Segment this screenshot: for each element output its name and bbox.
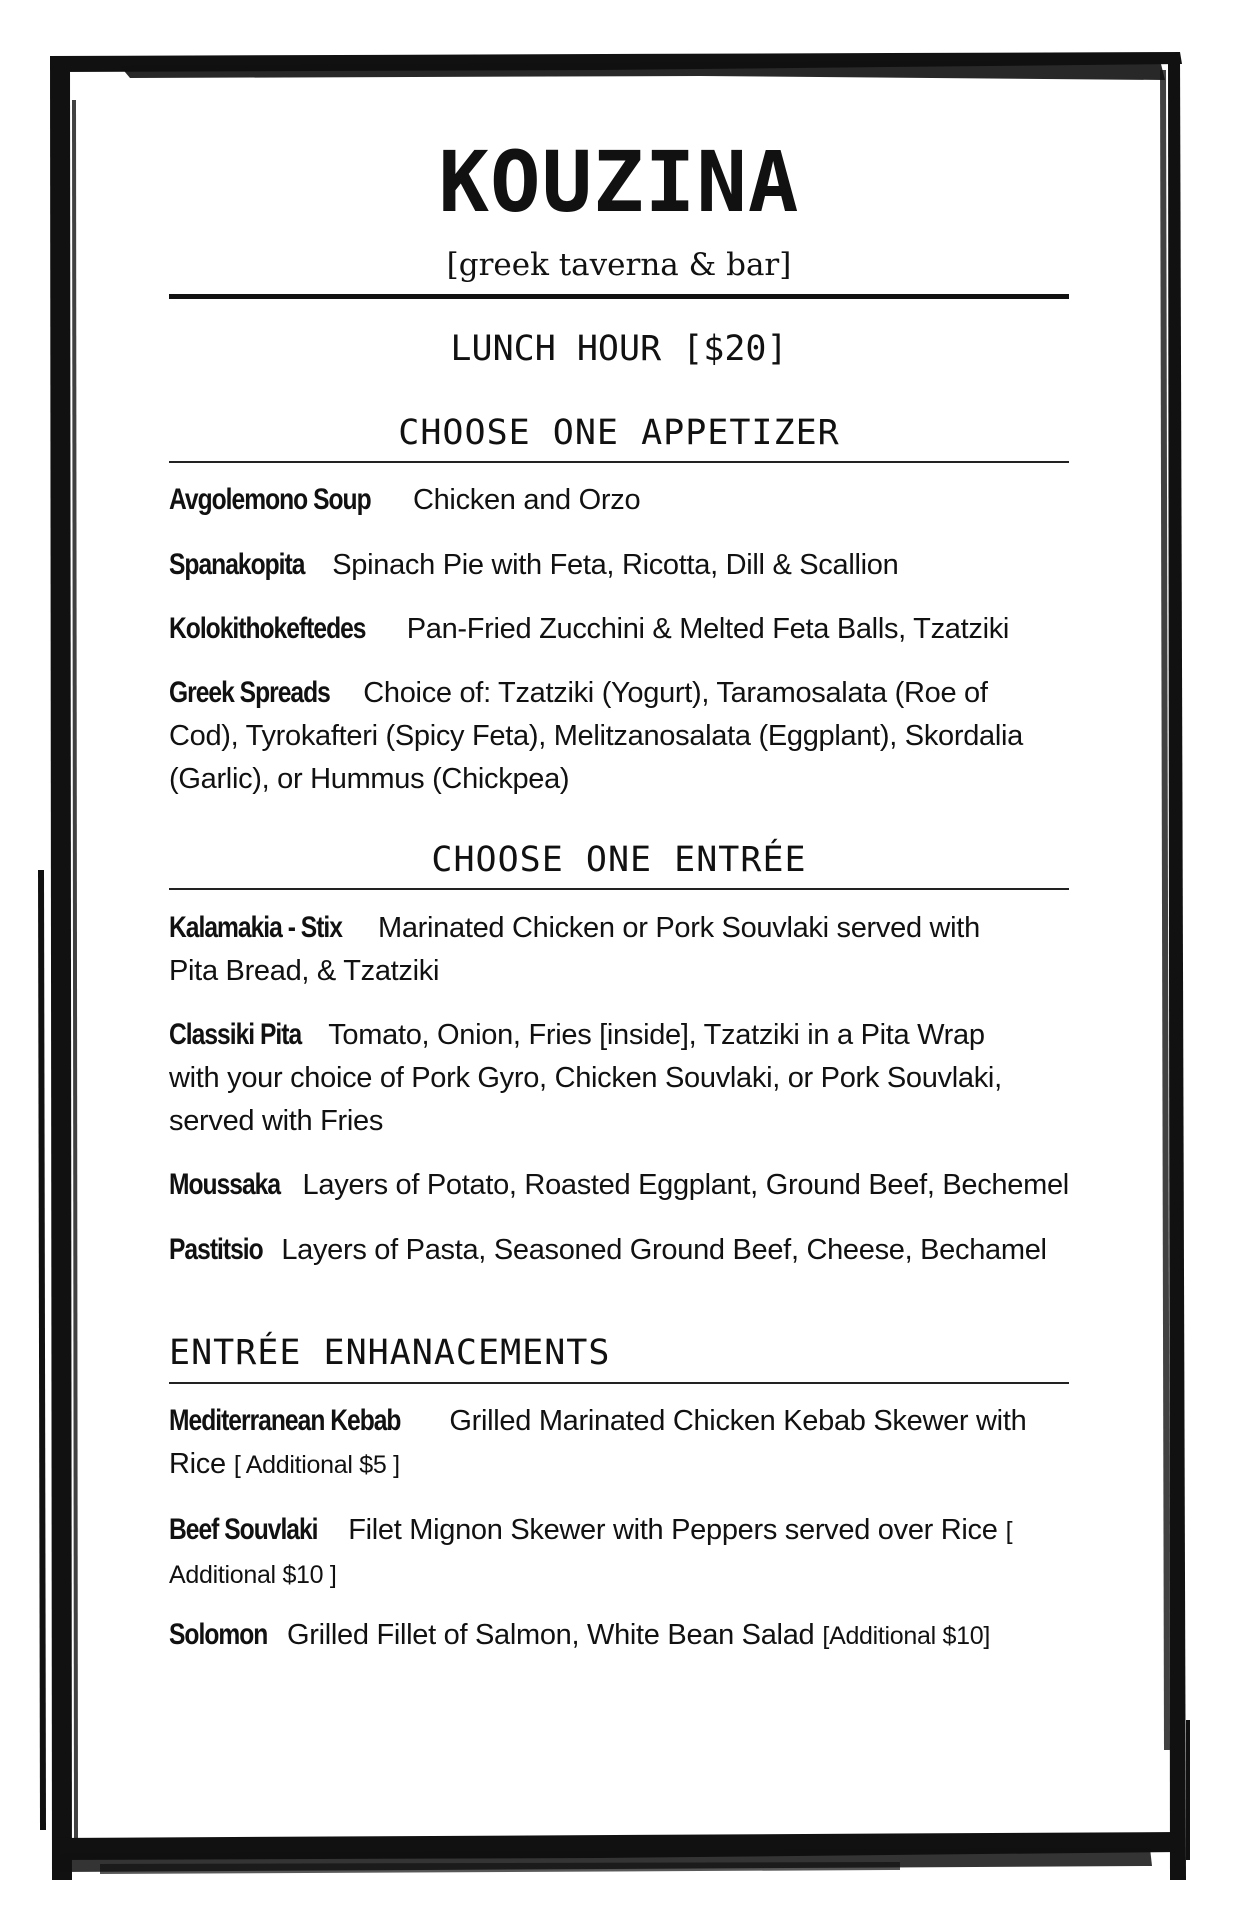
item-surcharge: [ Additional $10 ] bbox=[169, 1517, 1013, 1589]
item-description: Layers of Pasta, Seasoned Ground Beef, Cheese, Bechamel bbox=[281, 1234, 1047, 1266]
menu-item bbox=[169, 478, 1069, 522]
item-surcharge: [Additional $10] bbox=[822, 1622, 990, 1650]
item-name: Beef Souvlaki bbox=[169, 1513, 318, 1546]
item-name: Solomon bbox=[169, 1618, 268, 1651]
item-description: Grilled Marinated Chicken Kebab Skewer with Rice bbox=[169, 1405, 1027, 1480]
restaurant-tagline: [greek taverna & bar] bbox=[446, 247, 792, 283]
item-name: Mediterranean Kebab bbox=[169, 1404, 401, 1437]
item-description: Chicken and Orzo bbox=[412, 484, 641, 516]
item-surcharge: [ Additional $5 ] bbox=[233, 1451, 400, 1479]
item-description: Layers of Potato, Roasted Eggplant, Ground Beef, Bechemel bbox=[302, 1169, 1069, 1201]
item-name: Kolokithokeftedes bbox=[169, 612, 366, 645]
entree-divider bbox=[169, 888, 1069, 890]
restaurant-name: KOUZINA bbox=[438, 133, 800, 231]
menu-item bbox=[169, 1163, 1069, 1207]
appetizer-divider bbox=[169, 461, 1069, 463]
item-name: Greek Spreads bbox=[169, 676, 330, 709]
entree-heading: CHOOSE ONE ENTRÉE bbox=[431, 840, 807, 880]
item-description: Grilled Fillet of Salmon, White Bean Salad bbox=[286, 1619, 815, 1651]
item-name: Classiki Pita bbox=[169, 1018, 302, 1051]
enhancements-heading: ENTRÉE ENHANACEMENTS bbox=[169, 1333, 611, 1373]
menu-item bbox=[169, 607, 1069, 651]
menu-item bbox=[169, 1613, 1069, 1658]
item-description: Choice of: Tzatziki (Yogurt), Taramosalata (Roe of Cod), Tyrokafteri (Spicy Feta), Melitzanosalata (Eggplant), Skordalia (Garlic), or Hummus (Chickpea) bbox=[169, 677, 1023, 795]
appetizer-heading: CHOOSE ONE APPETIZER bbox=[398, 413, 840, 453]
item-description: Spinach Pie with Feta, Ricotta, Dill & Scallion bbox=[332, 549, 899, 581]
item-description: Marinated Chicken or Pork Souvlaki served with Pita Bread, & Tzatziki bbox=[169, 912, 980, 987]
menu-item bbox=[169, 906, 1029, 993]
header-divider bbox=[169, 294, 1069, 299]
item-description: Pan-Fried Zucchini & Melted Feta Balls, Tzatziki bbox=[406, 613, 1010, 645]
menu-item bbox=[169, 543, 1069, 587]
menu-item bbox=[169, 1013, 1029, 1143]
item-name: Moussaka bbox=[169, 1168, 281, 1201]
menu-item bbox=[169, 1228, 1069, 1272]
item-description: Filet Mignon Skewer with Peppers served over Rice bbox=[348, 1514, 998, 1546]
menu-item bbox=[169, 1508, 1029, 1597]
item-name: Avgolemono Soup bbox=[169, 483, 371, 516]
item-name: Kalamakia - Stix bbox=[169, 911, 342, 944]
item-description: Tomato, Onion, Fries [inside], Tzatziki in a Pita Wrap with your choice of Pork Gyro, Chicken Souvlaki, or Pork Souvlaki, served with Fries bbox=[169, 1019, 1002, 1137]
item-name: Spanakopita bbox=[169, 548, 305, 581]
enhancements-divider bbox=[169, 1382, 1069, 1384]
lunch-hour-title: LUNCH HOUR [$20] bbox=[450, 329, 788, 369]
menu-item bbox=[169, 1399, 1029, 1487]
menu-item bbox=[169, 671, 1029, 801]
item-name: Pastitsio bbox=[169, 1233, 263, 1266]
